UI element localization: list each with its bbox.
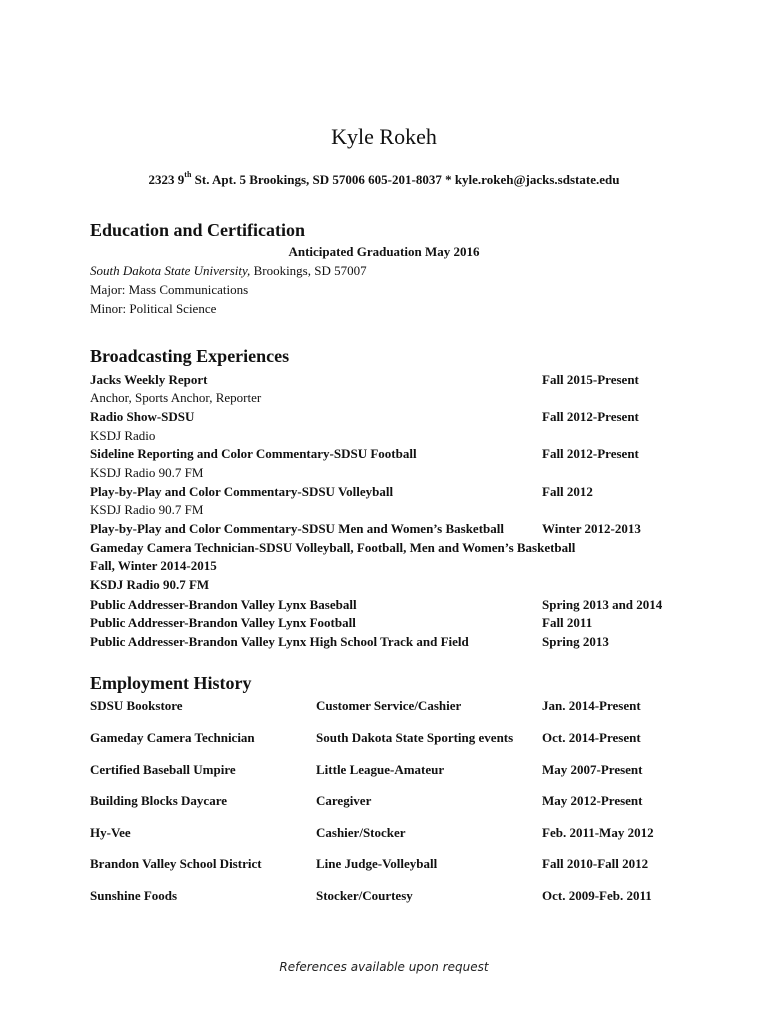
gameday-dates: Fall, Winter 2014-2015 xyxy=(90,558,217,573)
school-name: South Dakota State University, xyxy=(90,263,251,278)
major-line: Major: Mass Communications xyxy=(90,282,249,297)
employer-name: Hy-Vee xyxy=(90,825,131,840)
contact-line xyxy=(0,172,768,188)
applicant-name: Kyle Rokeh xyxy=(331,124,437,149)
contact-address-number: 2323 9 xyxy=(148,172,185,187)
broadcast-date: Fall 2012 xyxy=(542,484,593,499)
broadcast-title: Radio Show-SDSU xyxy=(90,409,195,424)
broadcast-title: Play-by-Play and Color Commentary-SDSU Men and Women’s Basketball xyxy=(90,521,504,536)
employer-name: Gameday Camera Technician xyxy=(90,730,255,745)
pa-date: Spring 2013 xyxy=(542,634,609,649)
employer-name: Sunshine Foods xyxy=(90,888,178,903)
employment-role: Customer Service/Cashier xyxy=(316,698,462,713)
broadcast-date: Fall 2015-Present xyxy=(542,372,639,387)
school-line xyxy=(90,263,367,279)
broadcast-title: Sideline Reporting and Color Commentary-SDSU Football xyxy=(90,446,417,461)
education-heading: Education and Certification xyxy=(90,220,306,240)
broadcast-subtitle: KSDJ Radio 90.7 FM xyxy=(90,502,204,517)
broadcast-subtitle: KSDJ Radio 90.7 FM xyxy=(90,465,204,480)
broadcast-date: Winter 2012-2013 xyxy=(542,521,641,536)
employment-dates: Oct. 2014-Present xyxy=(542,730,641,745)
employment-dates: May 2007-Present xyxy=(542,762,643,777)
broadcast-title: Jacks Weekly Report xyxy=(90,372,208,387)
employment-dates: May 2012-Present xyxy=(542,793,643,808)
employer-name: Brandon Valley School District xyxy=(90,856,262,871)
minor-line: Minor: Political Science xyxy=(90,301,217,316)
broadcasting-heading: Broadcasting Experiences xyxy=(90,346,290,366)
employment-role: Little League-Amateur xyxy=(316,762,445,777)
graduation-line: Anticipated Graduation May 2016 xyxy=(288,244,480,259)
employment-role: Cashier/Stocker xyxy=(316,825,406,840)
employment-dates: Feb. 2011-May 2012 xyxy=(542,825,654,840)
gameday-title: Gameday Camera Technician-SDSU Volleyball, Football, Men and Women’s Basketball xyxy=(90,540,576,555)
broadcast-subtitle: KSDJ Radio xyxy=(90,428,156,443)
gameday-station: KSDJ Radio 90.7 FM xyxy=(90,577,210,592)
employment-role: Stocker/Courtesy xyxy=(316,888,413,903)
broadcast-subtitle: Anchor, Sports Anchor, Reporter xyxy=(90,390,262,405)
employer-name: SDSU Bookstore xyxy=(90,698,183,713)
employment-role: Caregiver xyxy=(316,793,372,808)
employment-role: South Dakota State Sporting events xyxy=(316,730,514,745)
employer-name: Certified Baseball Umpire xyxy=(90,762,236,777)
contact-address-rest: St. Apt. 5 Brookings, SD 57006 605-201-8037 * kyle.rokeh@jacks.sdstate.edu xyxy=(191,172,620,187)
school-location: Brookings, SD 57007 xyxy=(250,263,367,278)
pa-title: Public Addresser-Brandon Valley Lynx Football xyxy=(90,615,356,630)
broadcast-date: Fall 2012-Present xyxy=(542,446,639,461)
employment-dates: Fall 2010-Fall 2012 xyxy=(542,856,649,871)
employment-dates: Jan. 2014-Present xyxy=(542,698,641,713)
references-note: References available upon request xyxy=(279,960,489,974)
pa-date: Spring 2013 and 2014 xyxy=(542,597,663,612)
broadcast-title: Play-by-Play and Color Commentary-SDSU Volleyball xyxy=(90,484,394,499)
employment-heading: Employment History xyxy=(90,673,252,693)
employer-name: Building Blocks Daycare xyxy=(90,793,228,808)
contact-ordinal-suffix: th xyxy=(184,170,192,179)
employment-role: Line Judge-Volleyball xyxy=(316,856,438,871)
pa-date: Fall 2011 xyxy=(542,615,593,630)
employment-dates: Oct. 2009-Feb. 2011 xyxy=(542,888,652,903)
broadcast-date: Fall 2012-Present xyxy=(542,409,639,424)
pa-title: Public Addresser-Brandon Valley Lynx Baseball xyxy=(90,597,357,612)
pa-title: Public Addresser-Brandon Valley Lynx High School Track and Field xyxy=(90,634,469,649)
